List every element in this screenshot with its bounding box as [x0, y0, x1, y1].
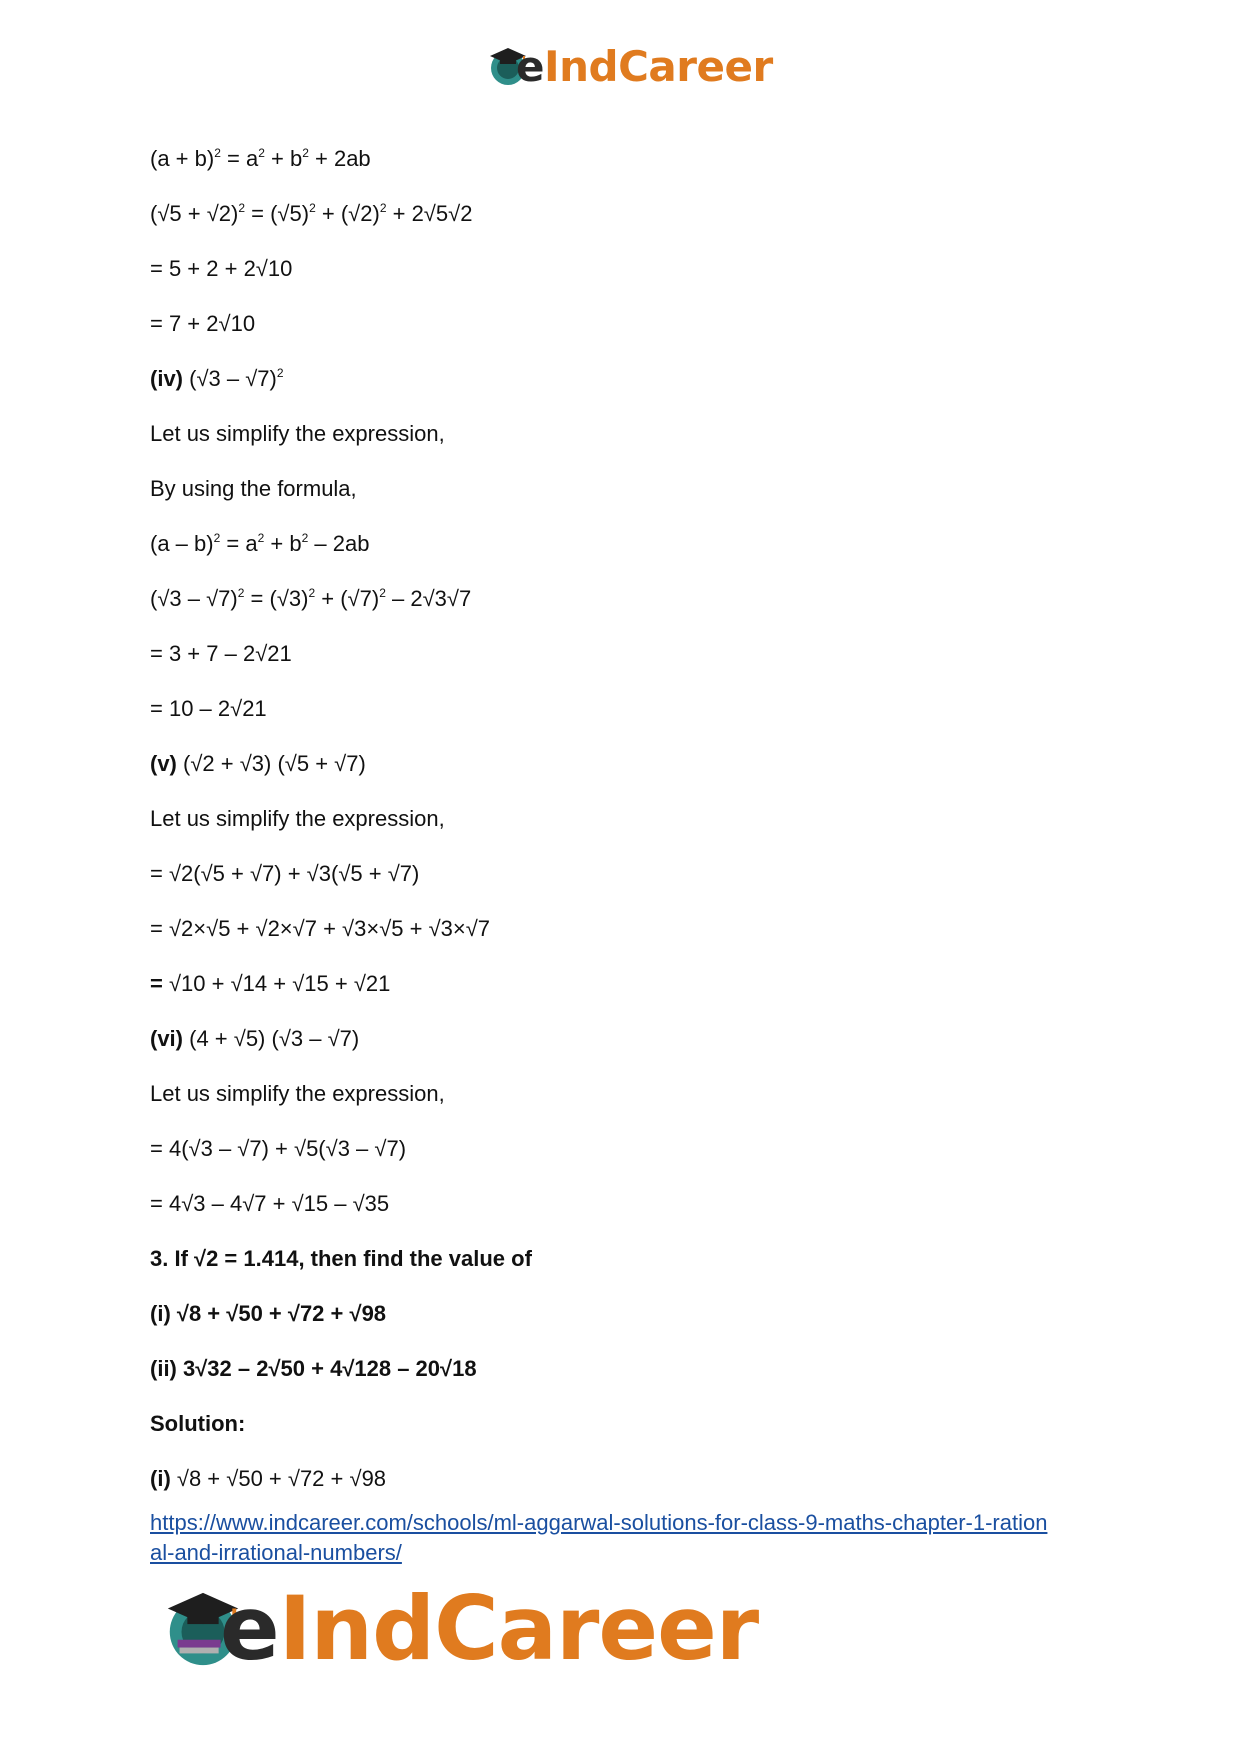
text-line: = 4√3 – 4√7 + √15 – √35: [150, 1191, 390, 1216]
header-logo: [486, 40, 773, 92]
question-part: (ii) 3√32 – 2√50 + 4√128 – 20√18: [150, 1356, 477, 1381]
source-link-block: [150, 1508, 1090, 1568]
text-line: Let us simplify the expression,: [150, 421, 445, 446]
text-line: = 3 + 7 – 2√21: [150, 641, 292, 666]
subpart-heading: (v) (√2 + √3) (√5 + √7): [150, 751, 366, 776]
text-line: Let us simplify the expression,: [150, 1081, 445, 1106]
logo-wordmark: eIndCareer: [220, 1576, 759, 1680]
text-line: = 10 – 2√21: [150, 696, 267, 721]
subpart-heading: (iv) (√3 – √7)$^2$: [150, 366, 284, 391]
text-line: = 5 + 2 + 2√10: [150, 256, 293, 281]
question-part: (i) √8 + √50 + √72 + √98: [150, 1301, 387, 1326]
logo-wordmark: eIndCareer: [516, 41, 773, 91]
text-line: By using the formula,: [150, 476, 357, 501]
question-heading: 3. If √2 = 1.414, then find the value of: [150, 1246, 532, 1271]
source-link[interactable]: https://www.indcareer.com/schools/ml-aggarwal-solutions-for-class-9-maths-chapter-1-ration al-and-irrational-numbers/: [150, 1510, 1048, 1565]
footer-logo: [160, 1578, 758, 1678]
subpart-heading: (vi) (4 + √5) (√3 – √7): [150, 1026, 360, 1051]
text-line: = 4(√3 – √7) + √5(√3 – √7): [150, 1136, 407, 1161]
text-line: $(a + b)^2 = a^2 + b^2 + 2ab$: [150, 146, 371, 171]
text-line: = √10 + √14 + √15 + √21: [150, 971, 391, 996]
text-line: $(a - b)^2 = a^2 + b^2 - 2ab$: [150, 531, 370, 556]
text-line: Let us simplify the expression,: [150, 806, 445, 831]
text-line: = 7 + 2√10: [150, 311, 256, 336]
text-line: = √2×√5 + √2×√7 + √3×√5 + √3×√7: [150, 916, 491, 941]
text-line: $(√3 - √7)^2 = (√3)^2 + (√7)^2 - 2√3√7$: [150, 586, 472, 611]
subpart-heading: (i) √8 + √50 + √72 + √98: [150, 1466, 387, 1491]
text-line: = √2(√5 + √7) + √3(√5 + √7): [150, 861, 420, 886]
solution-heading: Solution:: [150, 1411, 246, 1436]
document-body: [150, 146, 1090, 1521]
text-line: $(√5 + √2)^2 = (√5)^2 + (√2)^2 + 2√5√2$: [150, 201, 473, 226]
